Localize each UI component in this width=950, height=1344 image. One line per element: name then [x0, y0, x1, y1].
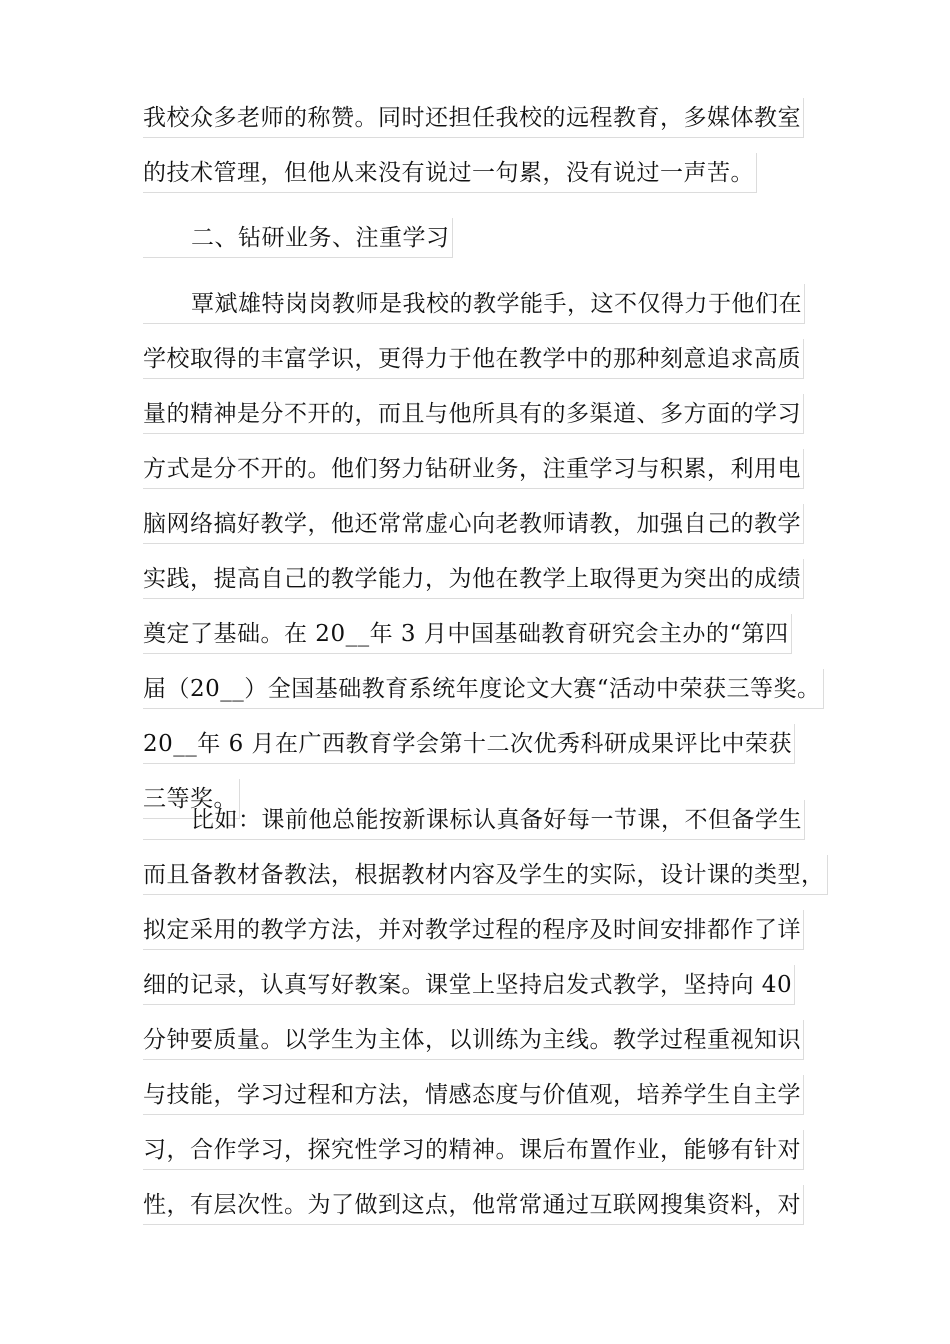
paragraph-1 — [143, 98, 804, 208]
text-line: 与技能，学习过程和方法，情感态度与价值观，培养学生自主学 — [143, 1075, 804, 1115]
text-line: 比如：课前他总能按新课标认真备好每一节课，不但备学生 — [143, 800, 805, 840]
text-line: 而且备教材备教法，根据教材内容及学生的实际，设计课的类型， — [143, 855, 828, 895]
paragraph-2 — [143, 284, 824, 834]
text-line: 脑网络搞好教学，他还常常虚心向老教师请教，加强自己的教学 — [143, 504, 804, 544]
text-line: 三等奖。 — [143, 779, 240, 819]
text-line: 细的记录，认真写好教案。课堂上坚持启发式教学，坚持向 40 — [143, 965, 795, 1005]
text-line: 学校取得的丰富学识，更得力于他在教学中的那种刻意追求高质 — [143, 339, 804, 379]
paragraph-3 — [143, 800, 828, 1240]
heading-text: 二、钻研业务、注重学习 — [143, 218, 453, 258]
text-line: 拟定采用的教学方法，并对教学过程的程序及时间安排都作了详 — [143, 910, 804, 950]
text-line: 奠定了基础。在 20__年 3 月中国基础教育研究会主办的“第四 — [143, 614, 792, 654]
text-line: 届（20__）全国基础教育系统年度论文大赛“活动中荣获三等奖。 — [143, 669, 824, 709]
text-line: 20__年 6 月在广西教育学会第十二次优秀科研成果评比中荣获 — [143, 724, 795, 764]
text-line: 习，合作学习，探究性学习的精神。课后布置作业，能够有针对 — [143, 1130, 804, 1170]
text-line: 覃斌雄特岗岗教师是我校的教学能手，这不仅得力于他们在 — [143, 284, 805, 324]
text-line: 性，有层次性。为了做到这点，他常常通过互联网搜集资料，对 — [143, 1185, 804, 1225]
text-line: 量的精神是分不开的，而且与他所具有的多渠道、多方面的学习 — [143, 394, 804, 434]
text-line: 的技术管理，但他从来没有说过一句累，没有说过一声苦。 — [143, 153, 757, 193]
text-line: 分钟要质量。以学生为主体，以训练为主线。教学过程重视知识 — [143, 1020, 804, 1060]
text-line: 方式是分不开的。他们努力钻研业务，注重学习与积累，利用电 — [143, 449, 804, 489]
text-line: 实践，提高自己的教学能力，为他在教学上取得更为突出的成绩 — [143, 559, 804, 599]
section-heading — [143, 218, 453, 273]
text-line: 我校众多老师的称赞。同时还担任我校的远程教育，多媒体教室 — [143, 98, 804, 138]
